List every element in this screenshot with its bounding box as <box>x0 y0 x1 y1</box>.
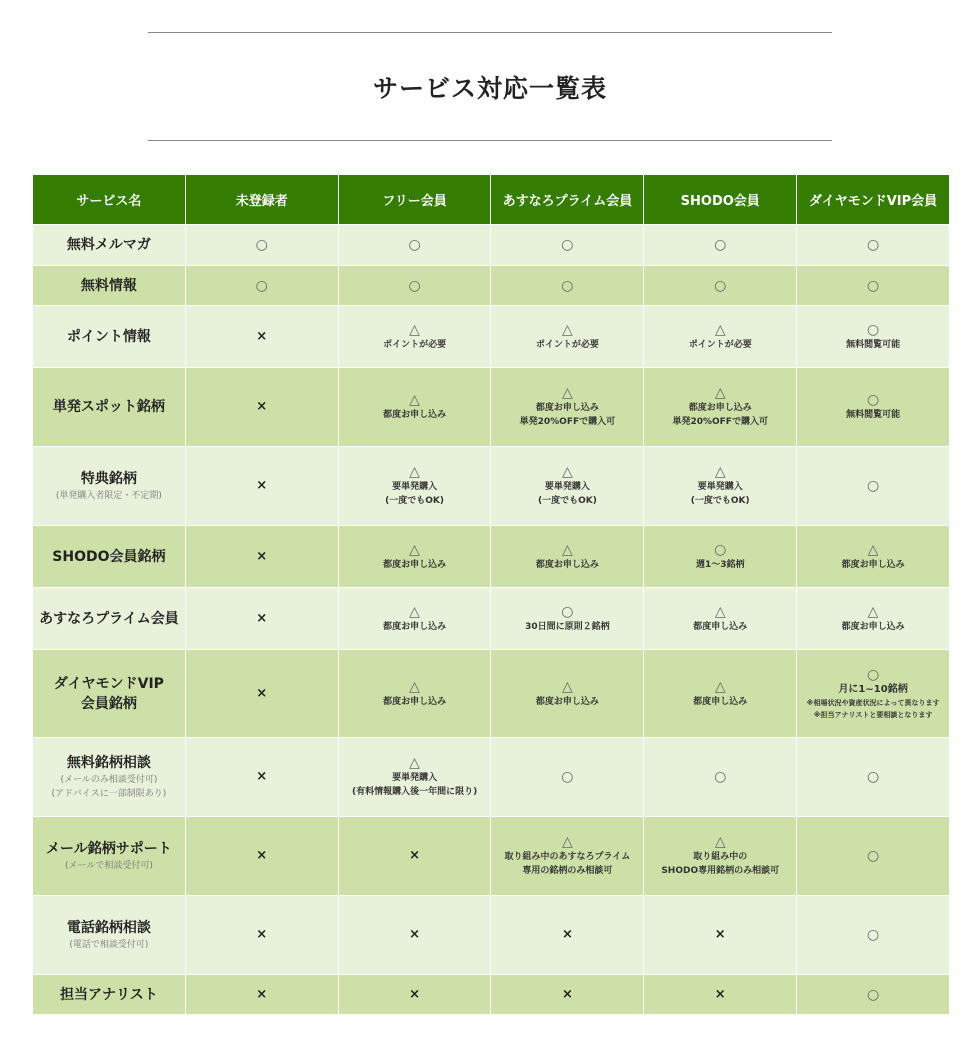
cell-note: 月に1~10銘柄 <box>838 683 908 695</box>
service-name-cell <box>33 738 186 817</box>
service-name-cell <box>33 225 186 266</box>
service-name: 無料情報 <box>80 277 137 294</box>
cell-note: 都度お申し込み <box>383 696 447 707</box>
availability-cell <box>797 526 950 588</box>
availability-cell <box>338 306 491 368</box>
circle-available-icon: ○ <box>714 277 727 294</box>
cell-note: (一度でもOK) <box>690 496 750 506</box>
circle-available-icon: ○ <box>714 769 727 785</box>
availability-cell <box>644 650 797 738</box>
availability-cell <box>338 738 491 817</box>
availability-cell <box>338 650 491 738</box>
cell-note: 専用の銘柄のみ相談可 <box>522 866 613 876</box>
service-name: SHODO会員銘柄 <box>52 548 166 565</box>
table-header-row <box>33 175 950 225</box>
service-name: 無料メルマガ <box>66 237 151 253</box>
circle-available-icon: ○ <box>866 478 880 494</box>
page-title: サービス対応一覧表 <box>372 73 607 103</box>
availability-cell <box>644 975 797 1015</box>
availability-cell <box>491 738 644 817</box>
availability-cell <box>185 588 338 650</box>
availability-cell <box>797 447 950 526</box>
service-name: メール銘柄サポート <box>46 841 172 857</box>
cell-note: 無料閲覧可能 <box>846 410 901 420</box>
cell-note: 単発20%OFFで購入可 <box>672 417 768 427</box>
triangle-conditional-icon: △ <box>562 321 573 338</box>
cell-note: 無料閲覧可能 <box>846 339 901 350</box>
triangle-conditional-icon: △ <box>867 541 879 558</box>
availability-cell <box>185 225 338 266</box>
table-row <box>33 738 950 817</box>
service-name-note: (アドバイスに一部制限あり) <box>51 789 167 799</box>
triangle-conditional-icon: △ <box>409 755 420 771</box>
service-name-cell <box>33 650 186 738</box>
circle-available-icon: ○ <box>408 277 421 294</box>
cell-note: ポイントが必要 <box>688 339 752 350</box>
availability-cell <box>797 896 950 975</box>
availability-cell <box>185 738 338 817</box>
availability-cell <box>644 368 797 447</box>
availability-cell <box>644 447 797 526</box>
cell-note: 都度お申し込み <box>841 559 905 570</box>
cell-note: ポイントが必要 <box>535 339 599 350</box>
service-comparison-table <box>32 174 950 1015</box>
table-row <box>33 650 950 738</box>
table-row <box>33 368 950 447</box>
triangle-conditional-icon: △ <box>714 385 726 401</box>
cell-note: 単発20%OFFで購入可 <box>519 417 616 427</box>
cell-note: 都度お申し込み <box>688 403 752 413</box>
triangle-conditional-icon: △ <box>409 321 420 338</box>
circle-available-icon: ○ <box>561 603 574 620</box>
availability-cell <box>185 266 338 306</box>
triangle-conditional-icon: △ <box>409 678 420 695</box>
availability-cell <box>338 266 491 306</box>
service-name-cell <box>33 447 186 526</box>
availability-cell <box>797 975 950 1015</box>
table-row <box>33 588 950 650</box>
cross-unavailable-icon: × <box>256 399 268 414</box>
table-row <box>33 266 950 306</box>
availability-cell <box>491 306 644 368</box>
service-name-cell <box>33 975 186 1015</box>
availability-cell <box>491 975 644 1015</box>
cross-unavailable-icon: × <box>409 986 421 1002</box>
cross-unavailable-icon: × <box>714 927 726 942</box>
circle-available-icon: ○ <box>866 986 880 1003</box>
availability-cell <box>644 896 797 975</box>
column-header: SHODO会員 <box>644 175 797 225</box>
service-name: 単発スポット銘柄 <box>52 399 165 415</box>
table-row <box>33 225 950 266</box>
service-name-note: (メールで相談受付可) <box>64 861 153 871</box>
availability-cell <box>644 266 797 306</box>
cross-unavailable-icon: × <box>256 328 268 344</box>
cross-unavailable-icon: × <box>256 769 268 784</box>
circle-available-icon: ○ <box>714 237 727 253</box>
availability-cell <box>491 896 644 975</box>
availability-cell <box>185 368 338 447</box>
availability-cell <box>797 588 950 650</box>
availability-cell <box>491 368 644 447</box>
service-name-cell <box>33 817 186 896</box>
availability-cell <box>491 225 644 266</box>
cell-note: (一度でもOK) <box>385 496 444 506</box>
circle-available-icon: ○ <box>255 237 268 253</box>
availability-cell <box>185 975 338 1015</box>
cross-unavailable-icon: × <box>561 927 573 942</box>
triangle-conditional-icon: △ <box>409 464 420 480</box>
cross-unavailable-icon: × <box>256 548 268 564</box>
availability-cell <box>797 738 950 817</box>
availability-cell <box>644 225 797 266</box>
cross-unavailable-icon: × <box>256 927 268 942</box>
table-row <box>33 975 950 1015</box>
circle-available-icon: ○ <box>866 321 880 338</box>
circle-available-icon: ○ <box>561 769 574 785</box>
column-header: フリー会員 <box>338 175 491 225</box>
table-row <box>33 306 950 368</box>
availability-cell <box>338 588 491 650</box>
cell-note: ポイントが必要 <box>383 339 447 350</box>
availability-cell <box>797 266 950 306</box>
cell-note: 要単発購入 <box>392 482 438 492</box>
circle-available-icon: ○ <box>714 541 727 558</box>
column-header: 未登録者 <box>185 175 338 225</box>
availability-cell <box>338 225 491 266</box>
availability-cell <box>338 447 491 526</box>
service-name-cell <box>33 266 186 306</box>
circle-available-icon: ○ <box>866 848 880 864</box>
availability-cell <box>644 526 797 588</box>
cell-note: 都度お申し込み <box>383 621 447 632</box>
availability-cell <box>644 817 797 896</box>
cell-note: 都度お申し込み <box>383 559 447 570</box>
availability-cell <box>644 588 797 650</box>
column-header: あすなろプライム会員 <box>491 175 644 225</box>
availability-cell <box>491 447 644 526</box>
column-header: サービス名 <box>33 175 186 225</box>
circle-available-icon: ○ <box>866 666 880 683</box>
triangle-conditional-icon: △ <box>409 603 420 620</box>
service-name-cell <box>33 368 186 447</box>
circle-available-icon: ○ <box>866 237 880 253</box>
service-name: 無料銘柄相談 <box>66 755 151 771</box>
service-name-cell <box>33 896 186 975</box>
cell-note: 都度申し込み <box>693 621 748 632</box>
table-row <box>33 447 950 526</box>
availability-cell <box>491 526 644 588</box>
triangle-conditional-icon: △ <box>562 541 573 558</box>
triangle-conditional-icon: △ <box>714 603 726 620</box>
cell-note: 週1～3銘柄 <box>695 559 745 570</box>
service-name: ポイント情報 <box>66 328 151 345</box>
cell-note: (一度でもOK) <box>537 496 597 506</box>
table-body <box>33 225 950 1015</box>
table-row <box>33 526 950 588</box>
availability-cell <box>491 588 644 650</box>
triangle-conditional-icon: △ <box>867 603 879 620</box>
cell-note: 都度お申し込み <box>841 621 905 632</box>
cross-unavailable-icon: × <box>256 610 268 626</box>
circle-available-icon: ○ <box>866 927 880 943</box>
availability-cell <box>797 650 950 738</box>
cell-fine-print: ※担当アナリストと要相談となります <box>813 710 933 719</box>
availability-cell <box>491 266 644 306</box>
availability-cell <box>338 526 491 588</box>
triangle-conditional-icon: △ <box>562 464 573 480</box>
circle-available-icon: ○ <box>866 769 880 785</box>
service-name-cell <box>33 588 186 650</box>
cell-note: 都度お申し込み <box>535 403 599 413</box>
availability-cell <box>185 526 338 588</box>
availability-cell <box>338 896 491 975</box>
availability-cell <box>185 306 338 368</box>
circle-available-icon: ○ <box>866 277 880 294</box>
title-block <box>148 32 832 141</box>
cell-note: SHODO専用銘柄のみ相談可 <box>661 866 780 876</box>
cross-unavailable-icon: × <box>714 986 726 1002</box>
triangle-conditional-icon: △ <box>714 834 726 850</box>
cell-note: 要単発購入 <box>544 482 590 492</box>
service-name: あすなろプライム会員 <box>39 610 179 627</box>
cell-note: 取り組み中の <box>693 852 748 862</box>
availability-cell <box>491 817 644 896</box>
column-header: ダイヤモンドVIP会員 <box>797 175 950 225</box>
circle-available-icon: ○ <box>561 237 574 253</box>
table-row <box>33 817 950 896</box>
circle-available-icon: ○ <box>866 392 880 408</box>
service-name-note: (電話で相談受付可) <box>69 940 149 950</box>
service-name: ダイヤモンドVIP会員銘柄 <box>53 675 164 712</box>
cell-note: 取り組み中のあすなろプライム <box>504 852 631 862</box>
availability-cell <box>185 650 338 738</box>
cell-note: 要単発購入 <box>392 773 438 783</box>
cross-unavailable-icon: × <box>256 848 268 863</box>
circle-available-icon: ○ <box>561 277 574 294</box>
availability-cell <box>797 817 950 896</box>
cross-unavailable-icon: × <box>409 848 421 863</box>
cross-unavailable-icon: × <box>561 986 573 1002</box>
availability-cell <box>338 975 491 1015</box>
service-name-note: (メールのみ相談受付可) <box>60 775 158 785</box>
cell-fine-print: ※相場状況や資産状況によって異なります <box>806 698 940 707</box>
availability-cell <box>797 368 950 447</box>
service-name-cell <box>33 526 186 588</box>
triangle-conditional-icon: △ <box>714 678 726 695</box>
availability-cell <box>185 896 338 975</box>
availability-cell <box>185 817 338 896</box>
triangle-conditional-icon: △ <box>562 385 573 401</box>
cross-unavailable-icon: × <box>256 478 268 493</box>
cell-note: 都度お申し込み <box>535 559 599 570</box>
availability-cell <box>185 447 338 526</box>
cross-unavailable-icon: × <box>256 986 268 1002</box>
service-name: 特典銘柄 <box>80 471 137 487</box>
cross-unavailable-icon: × <box>256 685 268 701</box>
cross-unavailable-icon: × <box>409 927 421 942</box>
triangle-conditional-icon: △ <box>409 392 420 408</box>
cell-note: 都度申し込み <box>693 696 748 707</box>
cell-note: 都度お申し込み <box>383 410 447 420</box>
circle-available-icon: ○ <box>255 277 268 294</box>
triangle-conditional-icon: △ <box>562 834 573 850</box>
triangle-conditional-icon: △ <box>714 321 726 338</box>
service-name-note: (単発購入者限定・不定期) <box>55 491 162 501</box>
cell-note: 30日間に原則２銘柄 <box>525 621 610 632</box>
availability-cell <box>797 306 950 368</box>
service-name-cell <box>33 306 186 368</box>
availability-cell <box>338 368 491 447</box>
availability-cell <box>644 306 797 368</box>
triangle-conditional-icon: △ <box>714 464 726 480</box>
cell-note: 都度お申し込み <box>535 696 599 707</box>
triangle-conditional-icon: △ <box>409 541 420 558</box>
table-row <box>33 896 950 975</box>
cell-note: (有料情報購入後一年間に限り) <box>351 787 478 797</box>
availability-cell <box>491 650 644 738</box>
circle-available-icon: ○ <box>408 237 421 253</box>
availability-cell <box>338 817 491 896</box>
triangle-conditional-icon: △ <box>562 678 573 695</box>
service-name: 担当アナリスト <box>60 986 158 1003</box>
service-name: 電話銘柄相談 <box>66 920 151 936</box>
availability-cell <box>644 738 797 817</box>
cell-note: 要単発購入 <box>697 482 743 492</box>
availability-cell <box>797 225 950 266</box>
